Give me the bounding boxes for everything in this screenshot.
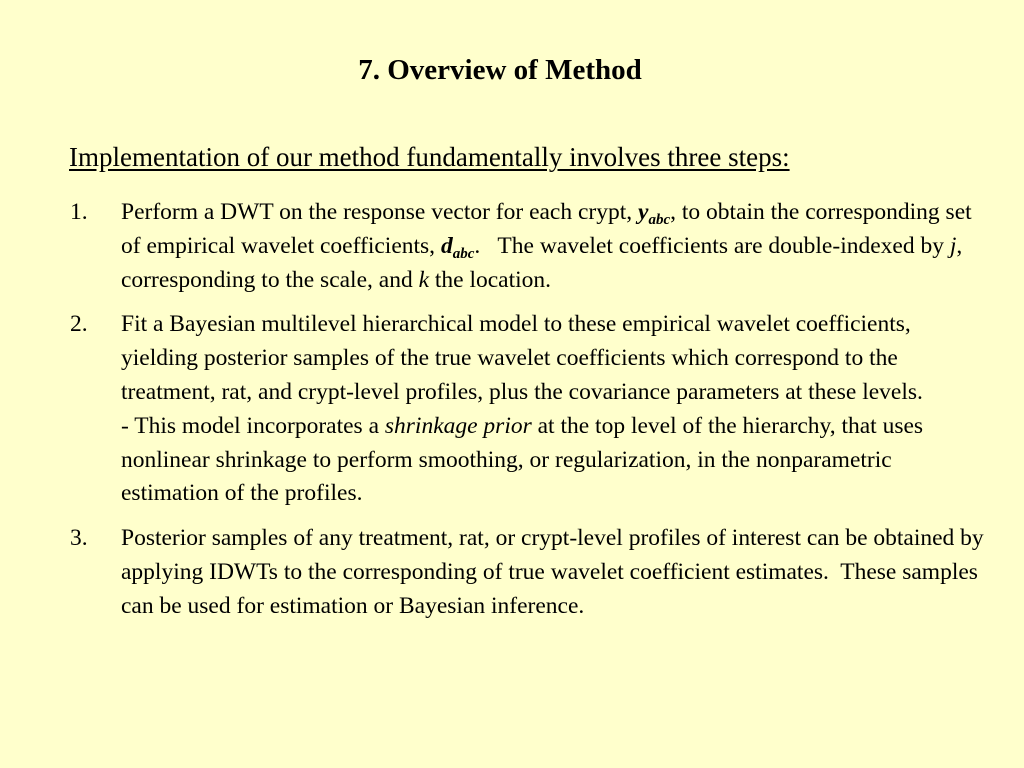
variable-j: j xyxy=(949,232,957,259)
variable-k: k xyxy=(418,266,430,293)
step-number: 1. xyxy=(70,199,88,225)
step-2-text: Fit a Bayesian multilevel hierarchical model to these empirical wavelet coefficients, yielding posterior samples of the true wavelet coefficients which correspond to the treatment, rat, and crypt-level profiles, plus the covariance parameters at these levels. xyxy=(121,311,923,405)
intro-heading: Implementation of our method fundamentally involves three steps: xyxy=(69,142,790,172)
symbol-d-abc: $d_{abc}$ xyxy=(440,232,475,262)
step-1-text-c: . The wavelet coefficients are double-indexed by xyxy=(474,232,950,259)
step-2-subpoint: - This model incorporates a shrinkage prior at the top level of the hierarchy, that uses nonlinear shrinkage to perform smoothing, or regularization, in the nonparametric estimation of the profiles. xyxy=(121,412,924,507)
step-number: 2. xyxy=(70,311,88,338)
step-1-text-a: Perform a DWT on the response vector for each crypt, xyxy=(121,199,639,225)
steps-list xyxy=(70,196,992,635)
step-1-text-e: the location. xyxy=(429,266,552,293)
step-1 xyxy=(70,196,992,297)
shrinkage-prior-term: shrinkage prior xyxy=(384,412,532,439)
step-3 xyxy=(70,522,992,623)
step-1-text-b: , to obtain the corresponding set of empirical wavelet coefficients, xyxy=(121,199,972,259)
slide-title: 7. Overview of Method xyxy=(358,54,642,86)
step-3-text: Posterior samples of any treatment, rat, or crypt-level profiles of interest can be obtained by applying IDWTs to the corresponding of true wavelet coefficient estimates. These samples can be used for estimation or Bayesian inference. xyxy=(121,525,990,619)
symbol-y-abc: $y_{abc}$ xyxy=(638,199,671,228)
step-1-text-d: , corresponding to the scale, and xyxy=(121,232,963,293)
step-number: 3. xyxy=(70,525,88,552)
step-2 xyxy=(70,308,992,511)
